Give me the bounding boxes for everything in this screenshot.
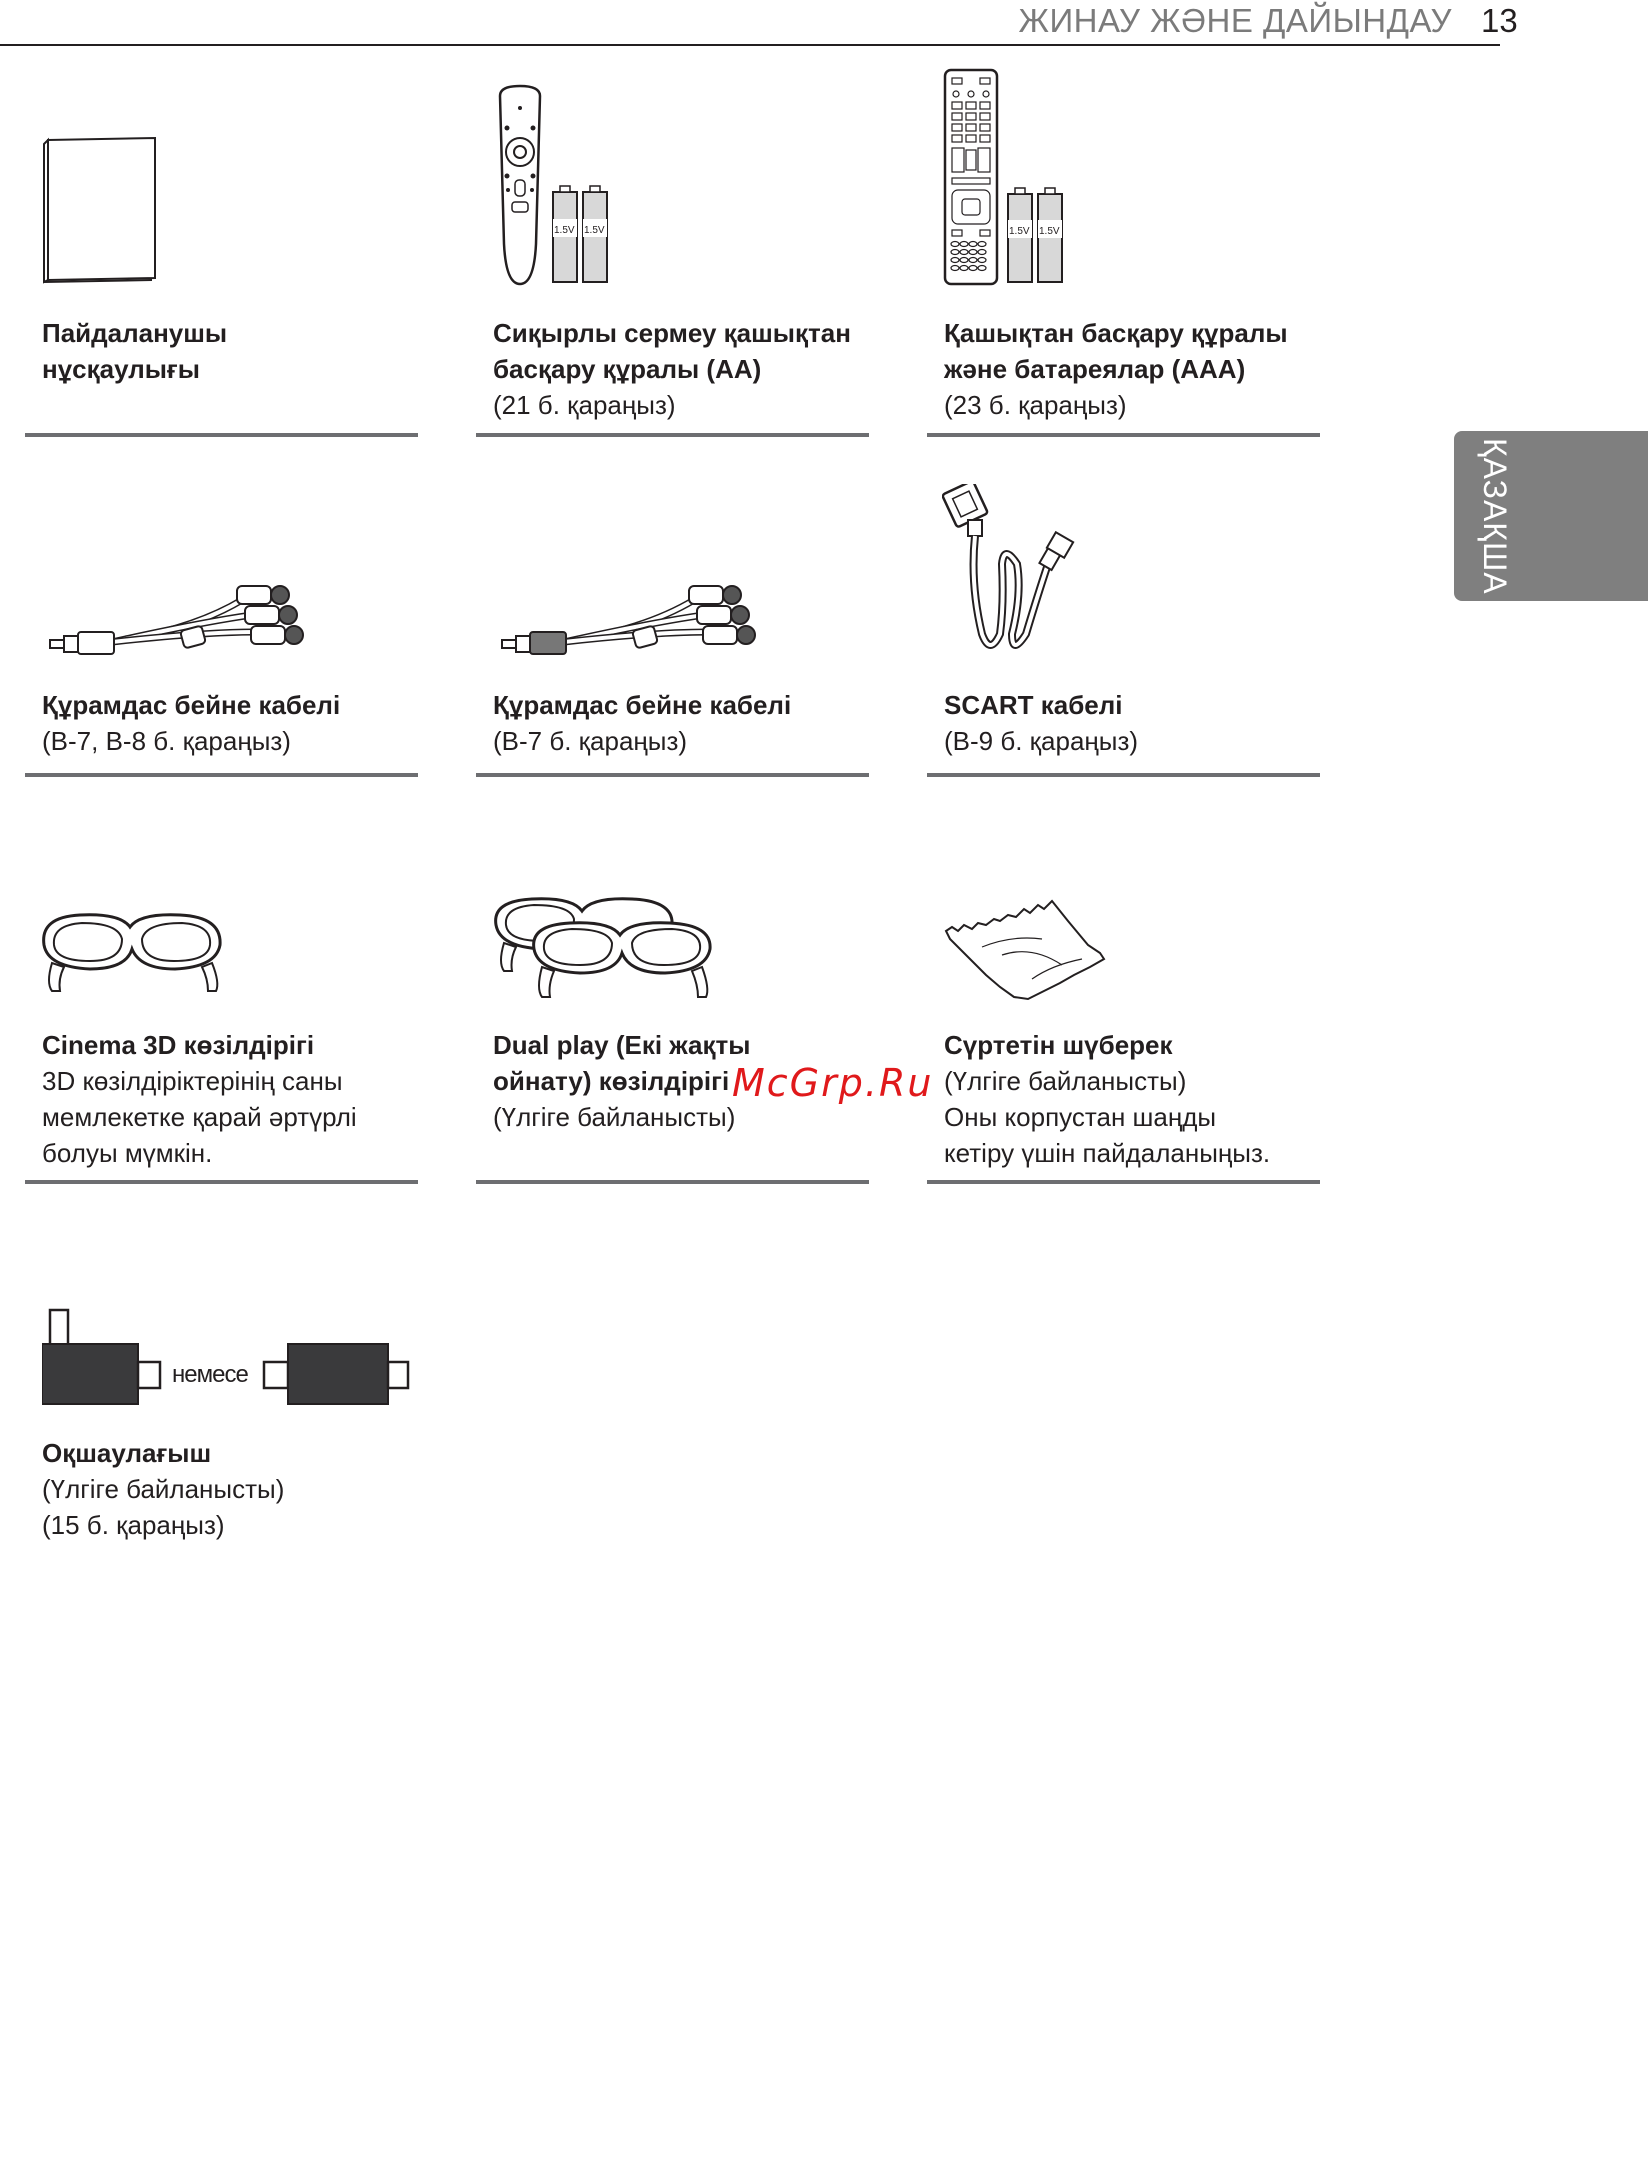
header-rule bbox=[0, 44, 1500, 46]
or-label: немесе bbox=[172, 1361, 248, 1388]
item-divider bbox=[927, 773, 1320, 777]
item-component-cable-text: Құрамдас бейне кабелі (B-7, B-8 б. қараңыз) bbox=[42, 690, 341, 756]
item-divider bbox=[927, 433, 1320, 437]
item-remote-control-text: Қашықтан басқару құралы және батареялар (AAA) (23 б. қараңыз) bbox=[944, 318, 1288, 420]
item-divider bbox=[25, 1180, 418, 1184]
language-tab-label: ҚАЗАҚША bbox=[1477, 437, 1513, 595]
watermark: McGrp.Ru bbox=[732, 1061, 934, 1105]
component-cable-icon bbox=[42, 560, 312, 660]
item-3d-glasses-text: Cinema 3D көзілдірігі 3D көзілдіріктерінің саны мемлекетке қарай әртүрлі болуы мүмкін. bbox=[42, 1030, 357, 1168]
battery-label: 1.5V bbox=[554, 225, 575, 236]
component-cable-icon bbox=[494, 560, 764, 660]
item-divider bbox=[927, 1180, 1320, 1184]
item-manual-text: Пайдаланушы нұсқаулығы bbox=[42, 318, 228, 384]
scart-cable-icon bbox=[942, 484, 1082, 659]
3d-glasses-icon bbox=[40, 905, 230, 995]
item-cloth-text: Сүртетін шүберек (Үлгіге байланысты) Оны корпустан шаңды кетіру үшін пайдаланыңыз. bbox=[944, 1030, 1271, 1168]
item-magic-remote-text: Сиқырлы сермеу қашықтан басқару құралы (AA) (21 б. қараңыз) bbox=[493, 318, 851, 420]
isolator-icon bbox=[42, 1308, 422, 1408]
magic-remote-icon bbox=[490, 84, 620, 289]
remote-control-icon bbox=[942, 68, 1072, 288]
battery-label: 1.5V bbox=[1009, 226, 1030, 237]
manual-icon bbox=[42, 134, 162, 284]
battery-label: 1.5V bbox=[1039, 226, 1060, 237]
item-isolator-text: Оқшаулағыш (Үлгіге байланысты) (15 б. қараңыз) bbox=[42, 1438, 285, 1540]
item-divider bbox=[476, 1180, 869, 1184]
battery-label: 1.5V bbox=[584, 225, 605, 236]
cleaning-cloth-icon bbox=[942, 895, 1107, 1005]
item-component-cable-2-text: Құрамдас бейне кабелі (B-7 б. қараңыз) bbox=[493, 690, 792, 756]
item-divider bbox=[476, 433, 869, 437]
dual-play-glasses-icon bbox=[492, 895, 722, 1005]
item-divider bbox=[476, 773, 869, 777]
page-number: 13 bbox=[1481, 2, 1518, 39]
section-title: ЖИНАУ ЖӘНЕ ДАЙЫНДАУ bbox=[1018, 2, 1452, 39]
item-divider bbox=[25, 773, 418, 777]
item-scart-text: SCART кабелі (B-9 б. қараңыз) bbox=[944, 690, 1139, 756]
item-divider bbox=[25, 433, 418, 437]
item-dual-play-text: Dual play (Екі жақты ойнату) көзілдірігі (Үлгіге байланысты) bbox=[493, 1030, 751, 1132]
